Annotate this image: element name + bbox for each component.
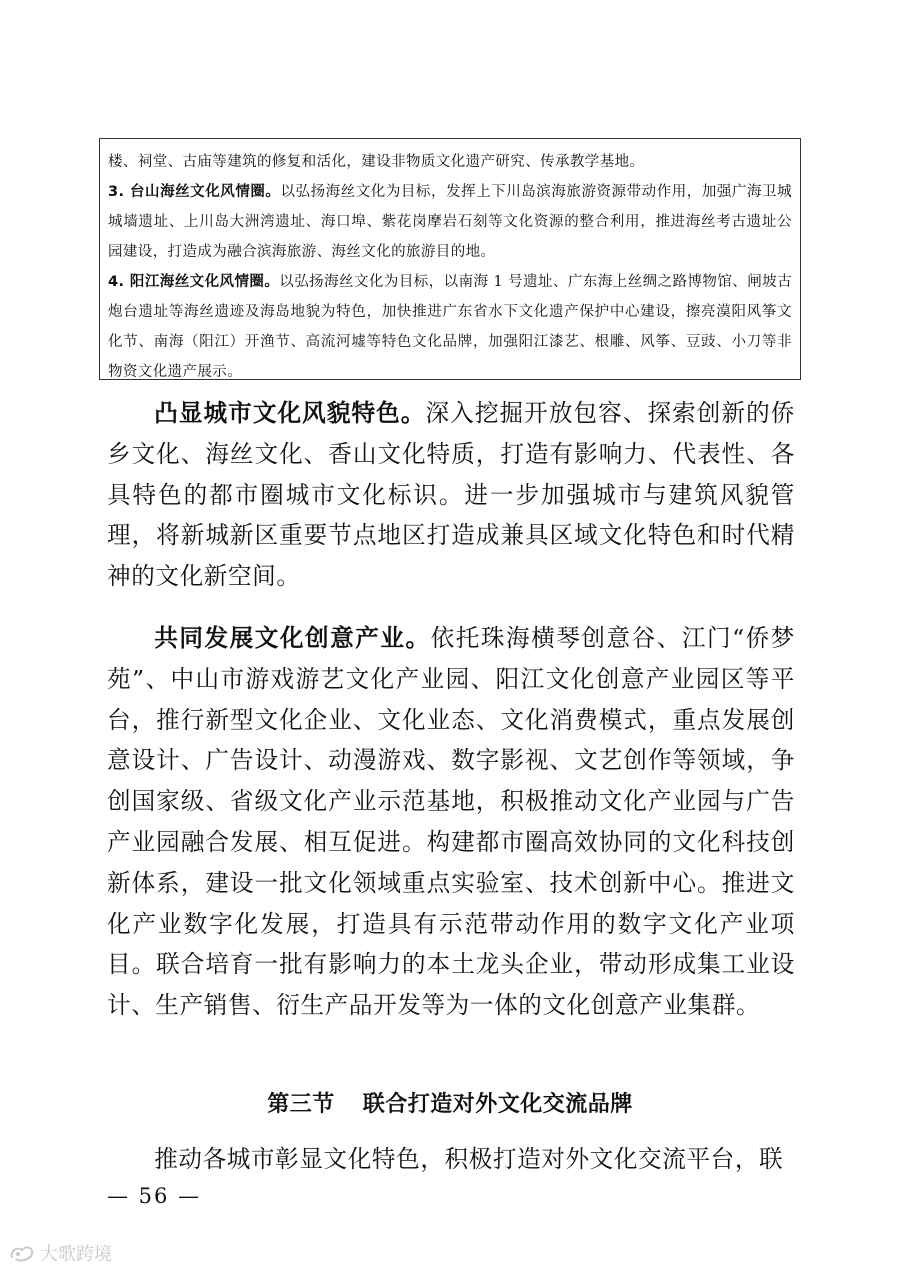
box-item-4-title: 4. 阳江海丝文化风情圈。 [108, 274, 280, 290]
watermark-logo-icon [8, 1242, 36, 1264]
watermark [8, 1240, 112, 1266]
box-item-3 [108, 177, 792, 267]
section-number: 第三节 [267, 1092, 335, 1117]
box-item-3-title: 3. 台山海丝文化风情圈。 [108, 184, 281, 200]
page-number: — 56 — [107, 1184, 202, 1208]
paragraph-text: 深入挖掘开放包容、探索创新的侨乡文化、海丝文化、香山文化特质，打造有影响力、代表性、各具特色的都市圈城市文化标识。进一步加强城市与建筑风貌管理，将新城新区重要节点地区打造成兼具区域文化特色和时代精神的文化新空间。 [107, 399, 795, 591]
box-item-4 [108, 267, 792, 387]
section-heading [0, 1087, 900, 1118]
box-item-3-text: 以弘扬海丝文化为目标，发挥上下川岛滨海旅游资源带动作用，加强广海卫城城墙遗址、上川岛大洲湾遗址、海口埠、紫花岗摩岩石刻等文化资源的整合利用，推进海丝考古遗址公园建设，打造成为融合滨海旅游、海丝文化的旅游目的地。 [108, 184, 792, 260]
paragraph-title: 共同发展文化创意产业。 [154, 624, 431, 652]
section-title: 联合打造对外文化交流品牌 [362, 1092, 633, 1117]
box-item-4-text: 以弘扬海丝文化为目标，以南海 1 号遗址、广东海上丝绸之路博物馆、闸坡古炮台遗址等海丝遗迹及海岛地貌为特色，加快推进广东省水下文化遗产保护中心建设，擦亮漠阳风筝文化节、南海（阳江）开渔节、高流河墟等特色文化品牌，加强阳江漆艺、根雕、风筝、豆豉、小刀等非物资文化遗产展示。 [108, 274, 792, 380]
box-line-continued: 楼、祠堂、古庙等建筑的修复和活化，建设非物质文化遗产研究、传承教学基地。 [108, 154, 645, 170]
paragraph-exchange [107, 1139, 795, 1180]
paragraph-city-culture [107, 393, 795, 597]
highlight-box [99, 138, 801, 380]
paragraph-title: 凸显城市文化风貌特色。 [154, 399, 426, 427]
paragraph-text: 依托珠海横琴创意谷、江门“侨梦苑”、中山市游戏游艺文化产业园、阳江文化创意产业园区等平台，推行新型文化企业、文化业态、文化消费模式，重点发展创意设计、广告设计、动漫游戏、数字影视、文艺创作等领域，争创国家级、省级文化产业示范基地，积极推动文化产业园与广告产业园融合发展、相互促进。构建都市圈高效协同的文化科技创新体系，建设一批文化领域重点实验室、技术创新中心。推进文化产业数字化发展，打造具有示范带动作用的数字文化产业项目。联合培育一批有影响力的本土龙头企业，带动形成集工业设计、生产销售、衍生产品开发等为一体的文化创意产业集群。 [107, 624, 795, 1020]
paragraph-text: 推动各城市彰显文化特色，积极打造对外文化交流平台，联 [154, 1145, 784, 1173]
paragraph-creative-industry [107, 618, 795, 1026]
watermark-text: 大歌跨境 [40, 1244, 112, 1265]
